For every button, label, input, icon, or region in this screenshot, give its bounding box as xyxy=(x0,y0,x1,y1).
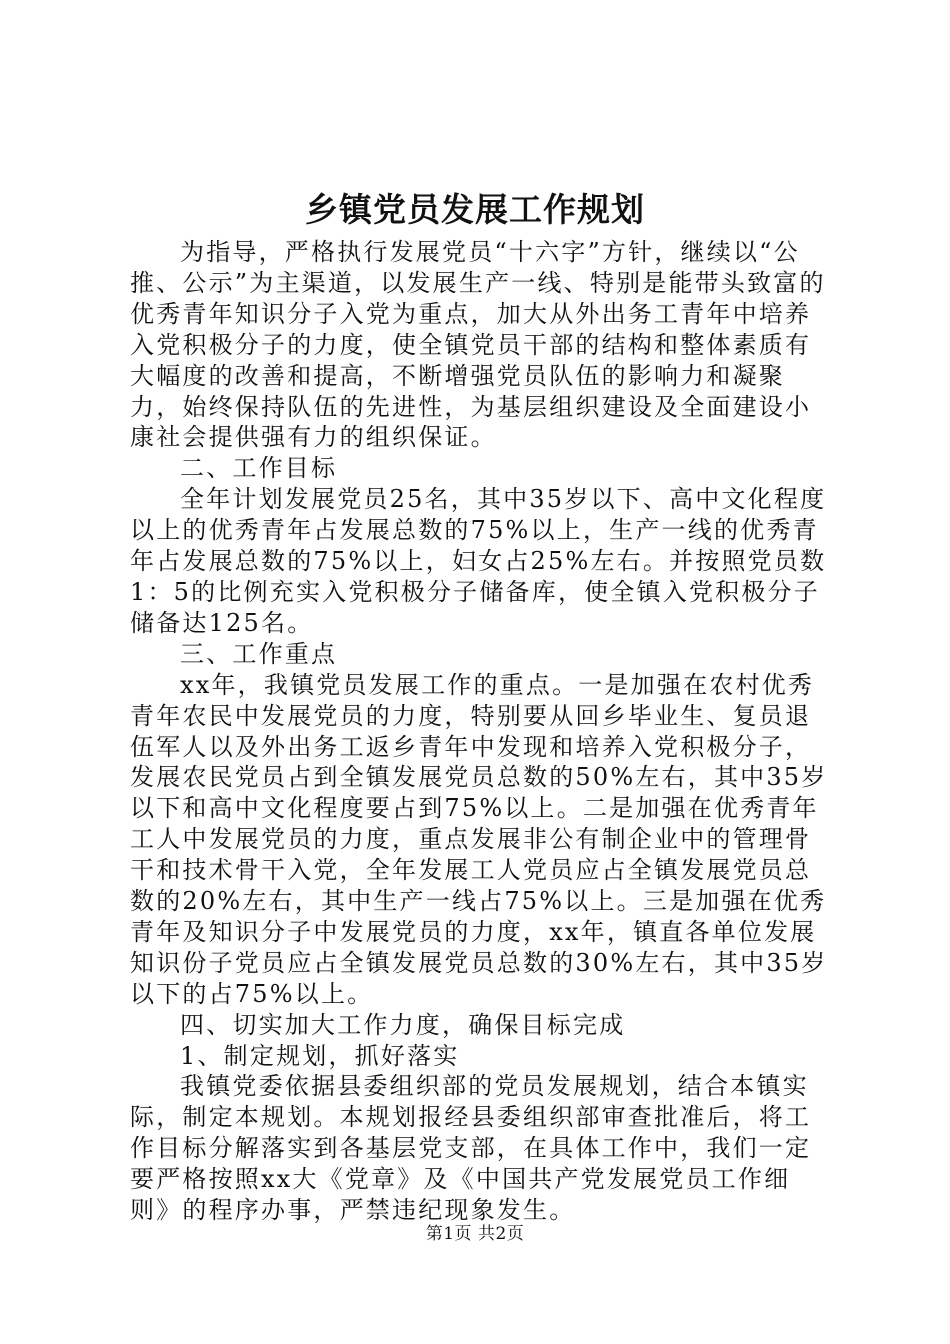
section-heading-focus: 三、工作重点 xyxy=(180,639,338,668)
section-heading-goals: 二、工作目标 xyxy=(180,454,338,483)
paragraph-intro: 为指导，严格执行发展党员“十六字”方针，继续以“公推、公示”为主渠道，以发展生产一线、特别是能带头致富的优秀青年知识分子入党为重点，加大从外出务工青年中培养入党积极分子的力度，使全镇党员干部的结构和整体素质有大幅度的改善和提高，不断增强党员队伍的影响力和凝聚力，始终保持队伍的先进性，为基层组织建设及全面建设小康社会提供强有力的组织保证。 xyxy=(130,238,826,452)
paragraph-planning: 我镇党委依据县委组织部的党员发展规划，结合本镇实际，制定本规划。本规划报经县委组织部审查批准后，将工作目标分解落实到各基层党支部，在具体工作中，我们一定要严格按照xx大《党章》及《中国共产党发展党员工作细则》的程序办事，严禁违纪现象发生。 xyxy=(130,1072,812,1225)
document-body xyxy=(130,237,830,1226)
subsection-heading-planning: 1、制定规划，抓好落实 xyxy=(180,1041,460,1070)
page-footer: 第1页 共2页 xyxy=(425,1224,525,1244)
paragraph-focus: xx年，我镇党员发展工作的重点。一是加强在农村优秀青年农民中发展党员的力度，特别要从回乡毕业生、复员退伍军人以及外出务工返乡青年中发现和培养入党积极分子，发展农民党员占到全镇发展党员总数的50%左右，其中35岁以下和高中文化程度要占到75%以上。二是加强在优秀青年工人中发展党员的力度，重点发展非公有制企业中的管理骨干和技术骨干入党，全年发展工人党员应占全镇发展党员总数的20%左右，其中生产一线占75%以上。三是加强在优秀青年及知识分子中发展党员的力度，xx年，镇直各单位发展知识份子党员应占全镇发展党员总数的30%左右，其中35岁以下的占75%以上。 xyxy=(130,670,828,1008)
paragraph-goals: 全年计划发展党员25名，其中35岁以下、高中文化程度以上的优秀青年占发展总数的75%以上，生产一线的优秀青年占发展总数的75%以上，妇女占25%左右。并按照党员数1：5的比例充实入党积极分子储备库，使全镇入党积极分子储备达125名。 xyxy=(130,485,827,637)
section-heading-measures: 四、切实加大工作力度，确保目标完成 xyxy=(180,1010,626,1039)
document-title: 乡镇党员发展工作规划 xyxy=(305,190,645,229)
